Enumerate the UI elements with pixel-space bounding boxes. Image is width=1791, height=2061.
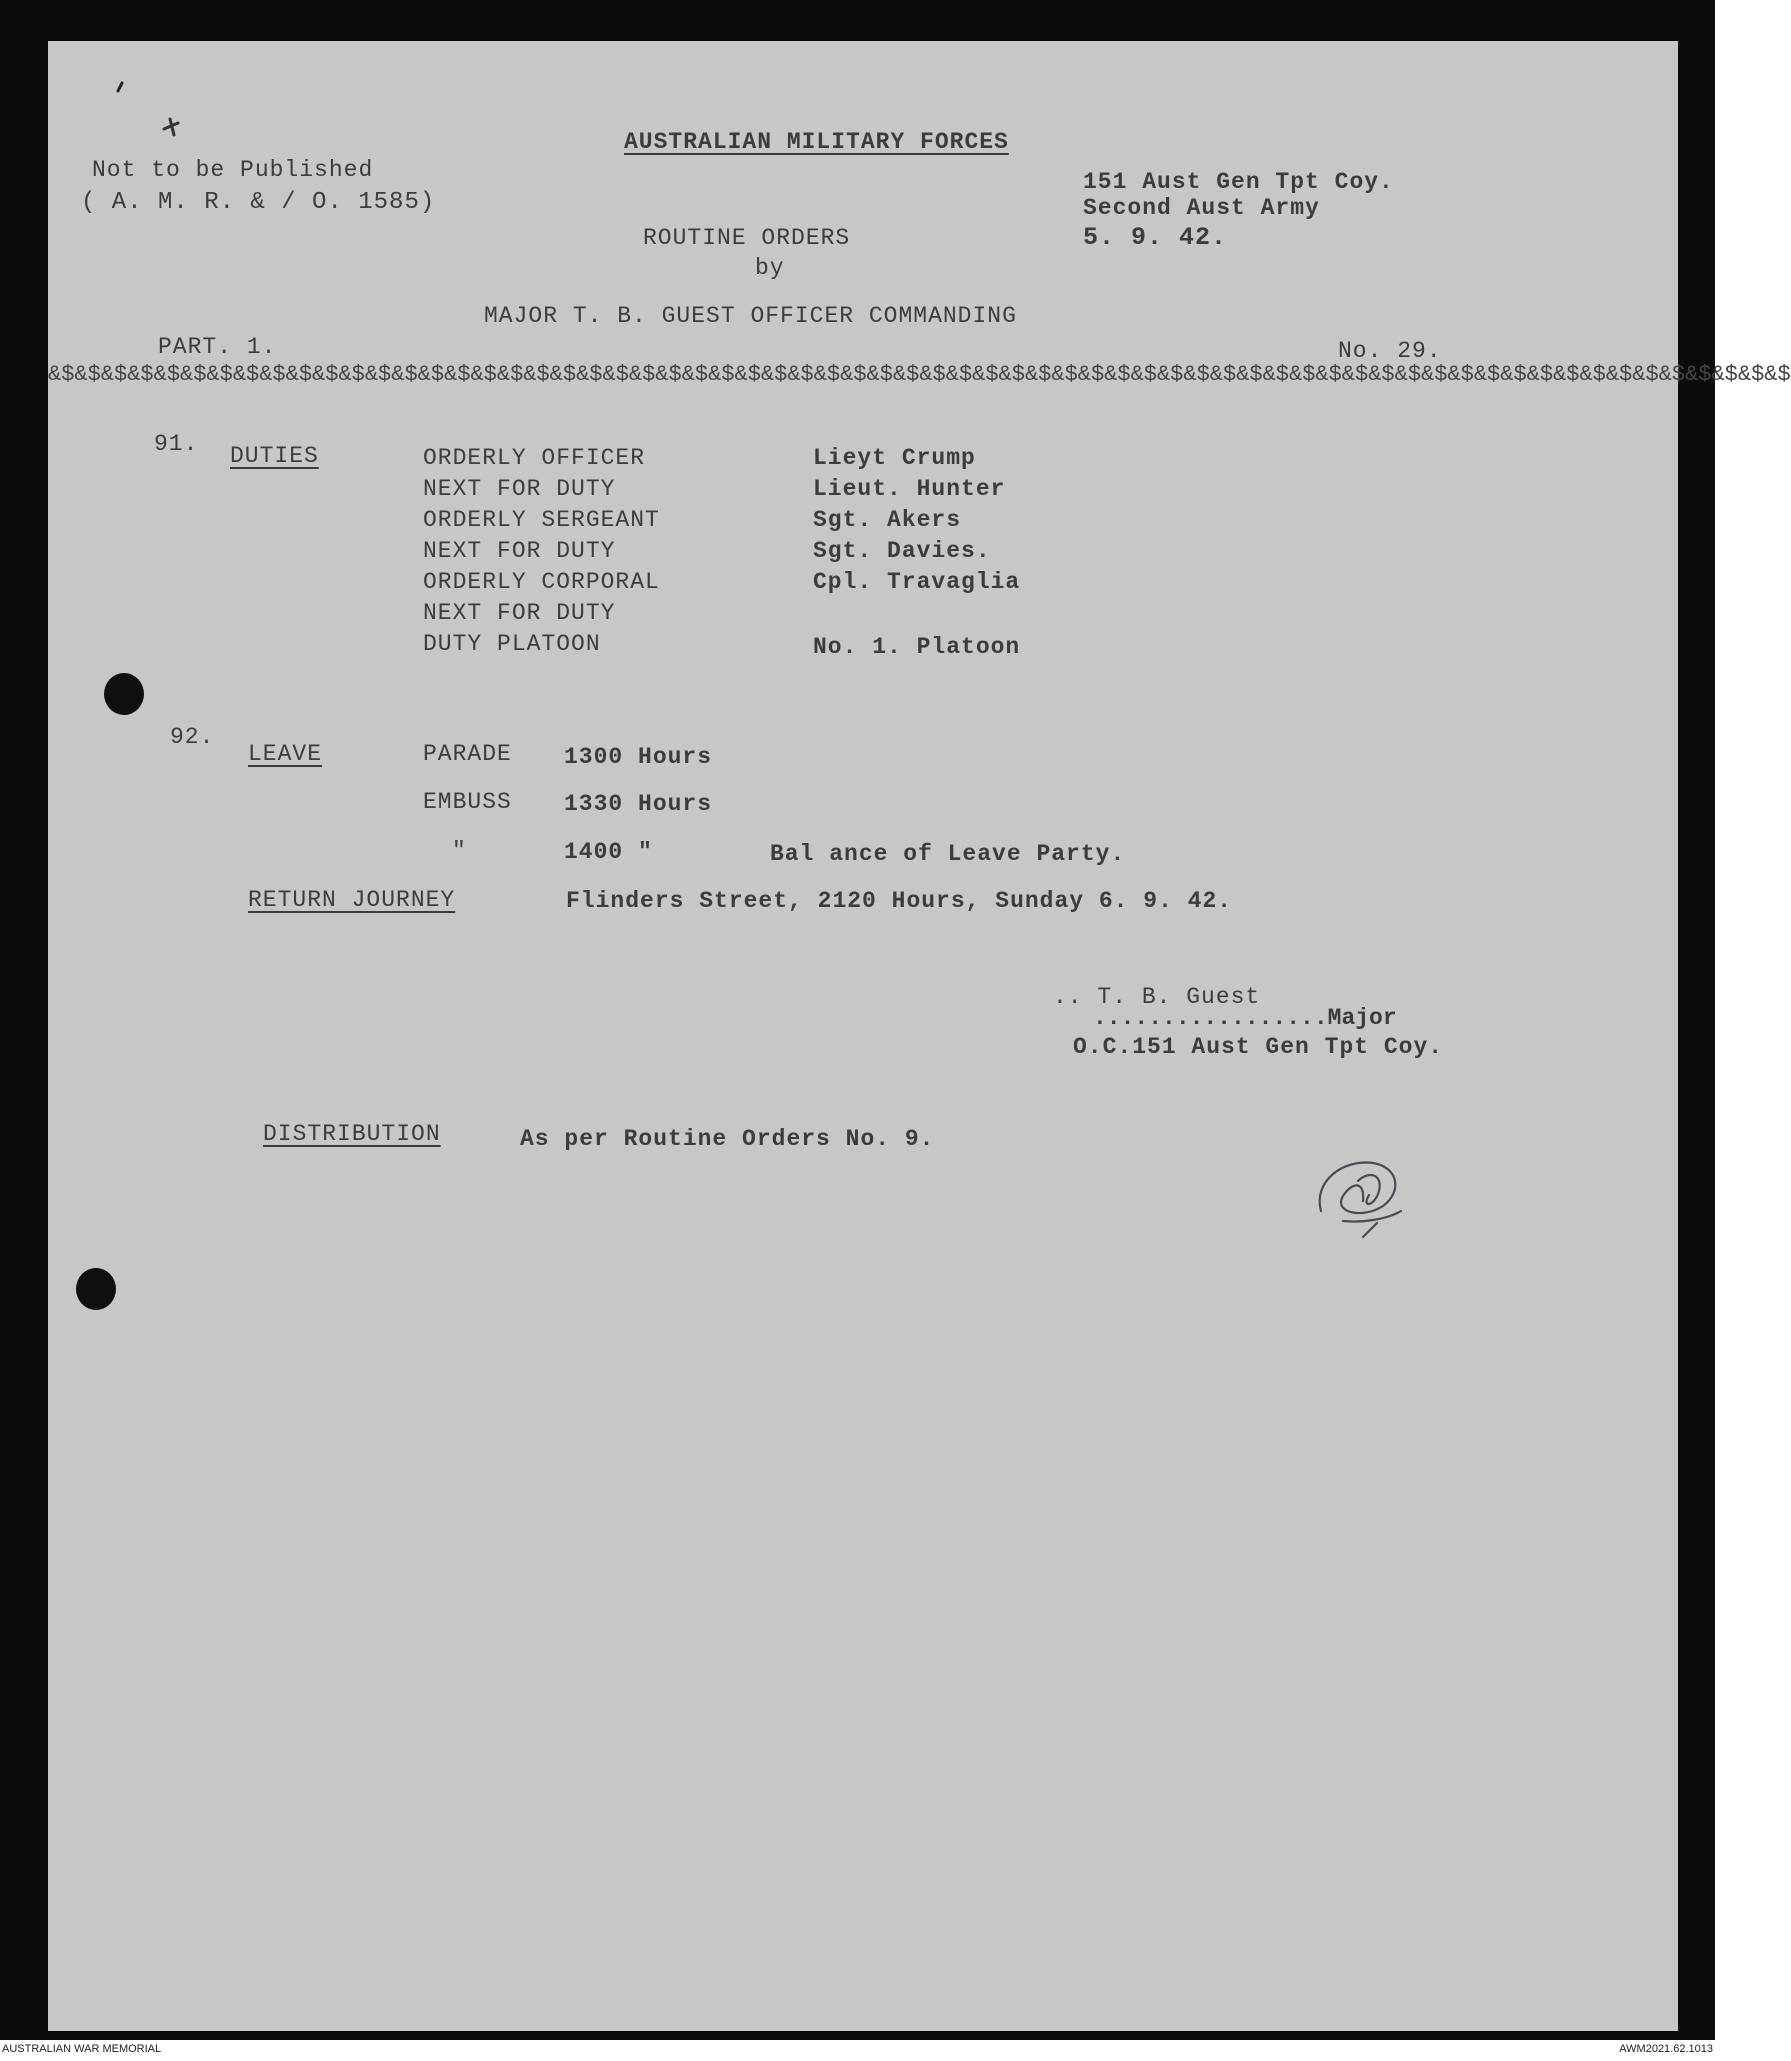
by-line: by <box>755 255 785 281</box>
part-label: PART. 1. <box>158 334 277 360</box>
order-date: 5. 9. 42. <box>1083 223 1228 252</box>
punch-hole-upper <box>104 673 144 715</box>
distribution-text: As per Routine Orders No. 9. <box>520 1126 935 1152</box>
duty-assignee: Lieut. Hunter <box>813 476 1006 502</box>
unit-formation: Second Aust Army <box>1083 195 1320 221</box>
routine-orders-heading: ROUTINE ORDERS <box>643 225 851 251</box>
duty-role: ORDERLY CORPORAL <box>423 569 660 595</box>
duty-role: DUTY PLATOON <box>423 631 601 657</box>
duty-assignee: Sgt. Akers <box>813 507 962 533</box>
footer-credit: AUSTRALIAN WAR MEMORIAL <box>2 2043 162 2055</box>
leave-heading: LEAVE <box>248 741 323 767</box>
duty-role: ORDERLY OFFICER <box>423 445 646 471</box>
item-number-91: 91. <box>154 431 199 457</box>
return-journey-label: RETURN JOURNEY <box>248 887 456 913</box>
typed-separator-line: &$&$&$&$&$&$&$&$&$&$&$&$&$&$&$&$&$&$&$&$&$&$&$&$&$&$&$&$&$&$&$&$&$&$&$&$&$&$&$&$&$&$&$&$&$&$&$&$&$&$&$&$&$&$&$&$&$&$&$&$&$&$&$&$&$&$ <box>48 362 1791 387</box>
document-sheet <box>48 41 1791 2031</box>
parade-time: 1300 Hours <box>564 744 713 770</box>
punch-hole-lower <box>76 1268 116 1310</box>
amr-reference: ( A. M. R. & / O. 1585) <box>81 189 436 216</box>
duty-assignee: Lieyt Crump <box>813 445 976 471</box>
duty-assignee: Cpl. Travaglia <box>813 569 1021 595</box>
duty-assignee: Sgt. Davies. <box>813 538 991 564</box>
duty-role: NEXT FOR DUTY <box>423 476 616 502</box>
unit-name: 151 Aust Gen Tpt Coy. <box>1083 169 1394 195</box>
third-time: 1400 " <box>564 839 653 865</box>
signatory-title: O.C.151 Aust Gen Tpt Coy. <box>1073 1034 1444 1060</box>
distribution-label: DISTRIBUTION <box>263 1121 441 1147</box>
signature-dotted-line: .................Major <box>1093 1005 1397 1031</box>
handwritten-initials <box>1303 1151 1423 1241</box>
commanding-officer-line: MAJOR T. B. GUEST OFFICER COMMANDING <box>484 303 1017 329</box>
balance-note: Bal ance of Leave Party. <box>770 841 1126 867</box>
parade-label: PARADE <box>423 741 512 767</box>
duty-role: NEXT FOR DUTY <box>423 600 616 626</box>
duty-role: NEXT FOR DUTY <box>423 538 616 564</box>
duties-heading: DUTIES <box>230 443 319 469</box>
pencil-marks <box>112 79 202 149</box>
order-number: No. 29. <box>1338 338 1442 364</box>
ditto-mark: " <box>452 838 467 864</box>
return-journey-details: Flinders Street, 2120 Hours, Sunday 6. 9. 42. <box>566 888 1233 914</box>
footer-accession-number: AWM2021.62.1013 <box>1619 2043 1713 2055</box>
embuss-time: 1330 Hours <box>564 791 713 817</box>
item-number-92: 92. <box>170 724 215 750</box>
embuss-label: EMBUSS <box>423 789 512 815</box>
duty-role: ORDERLY SERGEANT <box>423 507 660 533</box>
signatory-name: .. T. B. Guest <box>1053 984 1261 1010</box>
document-title: AUSTRALIAN MILITARY FORCES <box>624 129 1009 155</box>
not-published-note: Not to be Published <box>92 157 374 183</box>
duty-assignee: No. 1. Platoon <box>813 634 1021 660</box>
